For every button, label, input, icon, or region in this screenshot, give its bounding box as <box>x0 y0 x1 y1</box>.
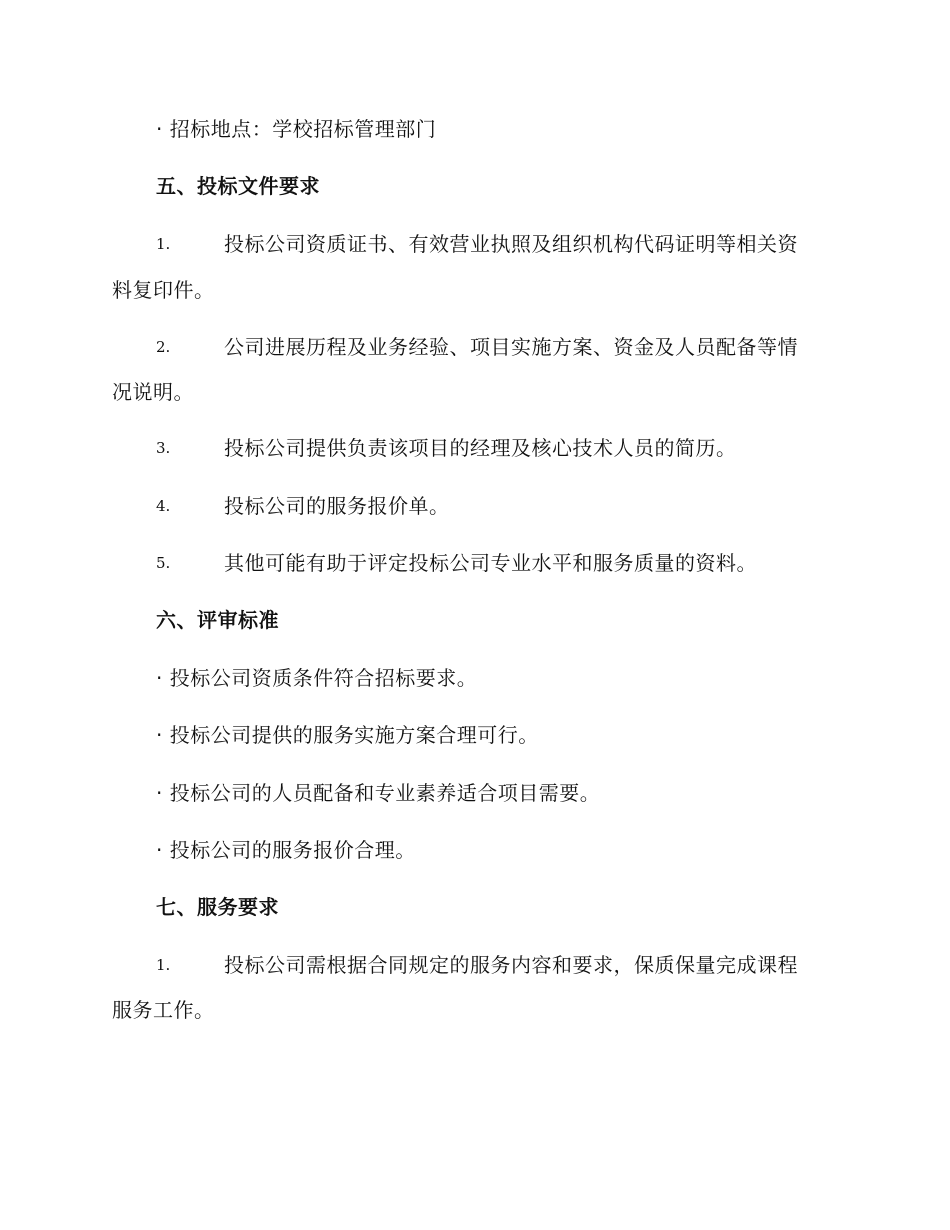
item-number: 4. <box>156 497 171 515</box>
item-number: 1. <box>156 956 171 974</box>
item-number: 2. <box>156 338 171 356</box>
item-number: 1. <box>156 235 171 253</box>
list-item-text: 投标公司的服务报价单。 <box>224 494 450 518</box>
criteria-item: · 投标公司提供的服务实施方案合理可行。 <box>156 723 539 747</box>
criteria-item: · 投标公司资质条件符合招标要求。 <box>156 666 478 690</box>
item-number: 5. <box>156 554 171 572</box>
list-item-text: 投标公司资质证书、有效营业执照及组织机构代码证明等相关资 <box>224 232 798 256</box>
list-item-continuation: 况说明。 <box>112 380 194 404</box>
criteria-item: · 投标公司的服务报价合理。 <box>156 838 416 862</box>
section-heading-5: 五、投标文件要求 <box>156 174 320 198</box>
list-item-text: 投标公司提供负责该项目的经理及核心技术人员的简历。 <box>224 436 737 460</box>
criteria-item: · 投标公司的人员配备和专业素养适合项目需要。 <box>156 781 601 805</box>
item-number: 3. <box>156 439 171 457</box>
list-item-text: 公司进展历程及业务经验、项目实施方案、资金及人员配备等情 <box>224 335 798 359</box>
list-item-text: 投标公司需根据合同规定的服务内容和要求，保质保量完成课程 <box>224 953 798 977</box>
bid-location-line: · 招标地点：学校招标管理部门 <box>156 117 437 141</box>
list-item-continuation: 料复印件。 <box>112 278 215 302</box>
section-heading-7: 七、服务要求 <box>156 895 279 919</box>
section-heading-6: 六、评审标准 <box>156 608 279 632</box>
list-item-continuation: 服务工作。 <box>112 998 215 1022</box>
list-item-text: 其他可能有助于评定投标公司专业水平和服务质量的资料。 <box>224 551 757 575</box>
